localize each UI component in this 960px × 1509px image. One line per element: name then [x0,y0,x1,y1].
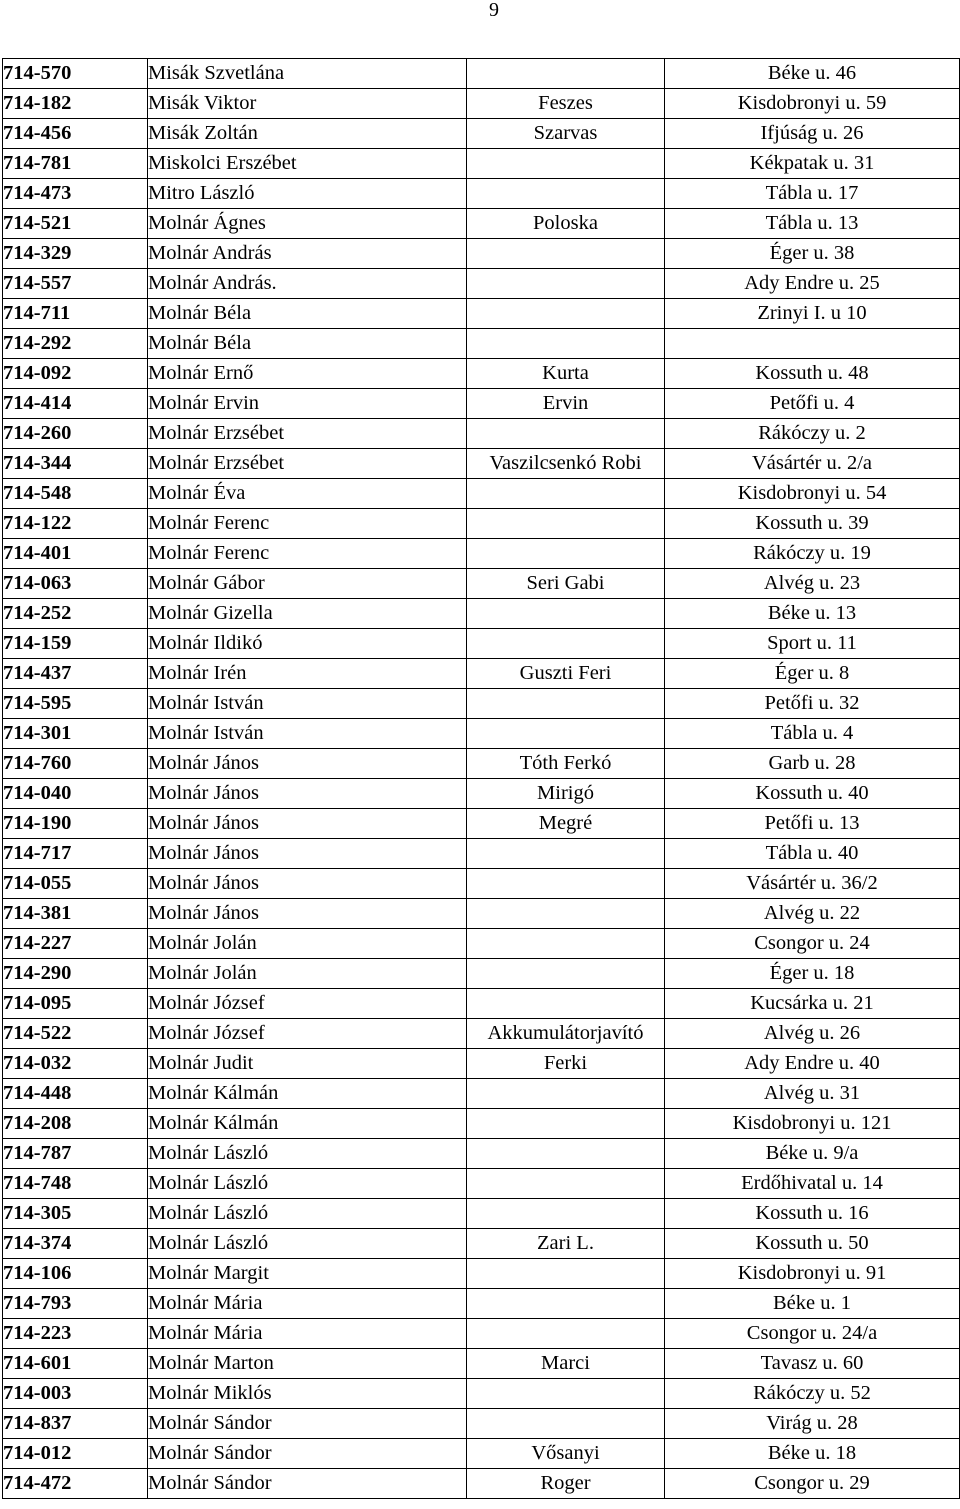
table-row [3,119,960,149]
address: Béke u. 18 [665,1439,960,1469]
address: Kisdobronyi u. 54 [665,479,960,509]
address: Éger u. 38 [665,239,960,269]
subscriber-name: Molnár Béla [148,329,467,359]
phone-number: 714-208 [3,1109,148,1139]
phone-number: 714-473 [3,179,148,209]
nickname [467,839,665,869]
nickname [467,539,665,569]
address: Kucsárka u. 21 [665,989,960,1019]
phone-number: 714-252 [3,599,148,629]
address: Vásártér u. 36/2 [665,869,960,899]
subscriber-name: Molnár Kálmán [148,1109,467,1139]
nickname [467,929,665,959]
address: Zrinyi I. u 10 [665,299,960,329]
nickname: Ervin [467,389,665,419]
nickname [467,1139,665,1169]
table-row [3,1139,960,1169]
phone-number: 714-781 [3,149,148,179]
table-row [3,1079,960,1109]
subscriber-name: Molnár Erzsébet [148,449,467,479]
address: Kisdobronyi u. 91 [665,1259,960,1289]
subscriber-name: Molnár Irén [148,659,467,689]
phone-number: 714-227 [3,929,148,959]
table-row [3,1199,960,1229]
table-row [3,569,960,599]
table-row [3,1109,960,1139]
address: Kossuth u. 48 [665,359,960,389]
nickname: Tóth Ferkó [467,749,665,779]
address: Kisdobronyi u. 121 [665,1109,960,1139]
nickname [467,1289,665,1319]
phone-number: 714-182 [3,89,148,119]
address: Vásártér u. 2/a [665,449,960,479]
nickname [467,269,665,299]
address: Béke u. 9/a [665,1139,960,1169]
subscriber-name: Molnár József [148,989,467,1019]
address: Erdőhivatal u. 14 [665,1169,960,1199]
subscriber-name: Molnár Miklós [148,1379,467,1409]
address: Kékpatak u. 31 [665,149,960,179]
phone-number: 714-290 [3,959,148,989]
subscriber-name: Molnár László [148,1229,467,1259]
nickname: Zari L. [467,1229,665,1259]
address: Rákóczy u. 2 [665,419,960,449]
nickname [467,419,665,449]
table-row [3,1469,960,1499]
address: Tábla u. 13 [665,209,960,239]
phone-number: 714-437 [3,659,148,689]
subscriber-name: Molnár János [148,869,467,899]
nickname [467,1319,665,1349]
address: Tavasz u. 60 [665,1349,960,1379]
nickname [467,1199,665,1229]
page-number: 9 [489,0,499,21]
nickname [467,479,665,509]
table-row [3,1439,960,1469]
subscriber-name: Molnár Kálmán [148,1079,467,1109]
phone-number: 714-748 [3,1169,148,1199]
address: Rákóczy u. 52 [665,1379,960,1409]
subscriber-name: Molnár Ervin [148,389,467,419]
subscriber-name: Molnár Ferenc [148,539,467,569]
address: Tábla u. 40 [665,839,960,869]
address: Kisdobronyi u. 59 [665,89,960,119]
phone-number: 714-012 [3,1439,148,1469]
subscriber-name: Molnár Jolán [148,959,467,989]
subscriber-name: Miskolci Erszébet [148,149,467,179]
table-row [3,929,960,959]
table-row [3,1259,960,1289]
directory-body [3,59,960,1499]
address: Kossuth u. 16 [665,1199,960,1229]
phone-number: 714-448 [3,1079,148,1109]
address: Ady Endre u. 25 [665,269,960,299]
phone-number: 714-456 [3,119,148,149]
subscriber-name: Molnár Béla [148,299,467,329]
table-row [3,959,960,989]
nickname: Guszti Feri [467,659,665,689]
phone-number: 714-374 [3,1229,148,1259]
phone-number: 714-190 [3,809,148,839]
nickname: Akkumulátorjavító [467,1019,665,1049]
nickname [467,959,665,989]
subscriber-name: Molnár Judit [148,1049,467,1079]
phone-number: 714-837 [3,1409,148,1439]
subscriber-name: Molnár János [148,749,467,779]
nickname [467,329,665,359]
phone-number: 714-003 [3,1379,148,1409]
subscriber-name: Molnár András. [148,269,467,299]
table-row [3,689,960,719]
table-row [3,1289,960,1319]
table-row [3,1349,960,1379]
address: Alvég u. 23 [665,569,960,599]
subscriber-name: Molnár László [148,1139,467,1169]
nickname [467,1379,665,1409]
phone-number: 714-301 [3,719,148,749]
phone-number: 714-787 [3,1139,148,1169]
subscriber-name: Molnár István [148,689,467,719]
table-row [3,719,960,749]
table-row [3,779,960,809]
phone-number: 714-122 [3,509,148,539]
address: Béke u. 46 [665,59,960,89]
address: Kossuth u. 40 [665,779,960,809]
table-row [3,269,960,299]
table-row [3,209,960,239]
subscriber-name: Molnár László [148,1199,467,1229]
address: Garb u. 28 [665,749,960,779]
phone-number: 714-063 [3,569,148,599]
phone-number: 714-570 [3,59,148,89]
nickname [467,509,665,539]
subscriber-name: Molnár Gábor [148,569,467,599]
table-row [3,749,960,779]
table-row [3,1409,960,1439]
table-row [3,299,960,329]
phone-number: 714-040 [3,779,148,809]
table-row [3,239,960,269]
table-row [3,1049,960,1079]
table-row [3,809,960,839]
subscriber-name: Molnár János [148,899,467,929]
phone-number: 714-711 [3,299,148,329]
nickname [467,149,665,179]
table-row [3,629,960,659]
phone-number: 714-106 [3,1259,148,1289]
phone-number: 714-414 [3,389,148,419]
phone-number: 714-292 [3,329,148,359]
table-row [3,659,960,689]
nickname: Kurta [467,359,665,389]
subscriber-name: Molnár Erzsébet [148,419,467,449]
nickname [467,59,665,89]
phone-number: 714-557 [3,269,148,299]
address: Kossuth u. 39 [665,509,960,539]
subscriber-name: Molnár József [148,1019,467,1049]
subscriber-name: Molnár Ernő [148,359,467,389]
nickname [467,239,665,269]
address: Petőfi u. 13 [665,809,960,839]
phone-number: 714-223 [3,1319,148,1349]
table-row [3,899,960,929]
nickname [467,1259,665,1289]
phone-number: 714-032 [3,1049,148,1079]
address: Sport u. 11 [665,629,960,659]
subscriber-name: Molnár Éva [148,479,467,509]
nickname: Feszes [467,89,665,119]
subscriber-name: Molnár János [148,809,467,839]
table-row [3,149,960,179]
nickname [467,989,665,1019]
table-row [3,989,960,1019]
address: Csongor u. 24/a [665,1319,960,1349]
address: Petőfi u. 4 [665,389,960,419]
nickname: Seri Gabi [467,569,665,599]
phone-number: 714-305 [3,1199,148,1229]
nickname: Mirigó [467,779,665,809]
address [665,329,960,359]
phone-number: 714-401 [3,539,148,569]
address: Virág u. 28 [665,1409,960,1439]
nickname: Vaszilcsenkó Robi [467,449,665,479]
subscriber-name: Molnár Ágnes [148,209,467,239]
address: Béke u. 13 [665,599,960,629]
table-row [3,389,960,419]
subscriber-name: Misák Zoltán [148,119,467,149]
address: Tábla u. 17 [665,179,960,209]
subscriber-name: Molnár Ferenc [148,509,467,539]
nickname [467,599,665,629]
address: Csongor u. 29 [665,1469,960,1499]
subscriber-name: Mitro László [148,179,467,209]
address: Ifjúság u. 26 [665,119,960,149]
nickname [467,689,665,719]
subscriber-name: Molnár Sándor [148,1409,467,1439]
table-row [3,1169,960,1199]
subscriber-name: Molnár Margit [148,1259,467,1289]
phone-number: 714-095 [3,989,148,1019]
address: Alvég u. 22 [665,899,960,929]
nickname: Ferki [467,1049,665,1079]
table-row [3,479,960,509]
subscriber-name: Molnár Marton [148,1349,467,1379]
subscriber-name: Molnár János [148,779,467,809]
phone-number: 714-521 [3,209,148,239]
address: Béke u. 1 [665,1289,960,1319]
nickname [467,869,665,899]
nickname: Roger [467,1469,665,1499]
phone-number: 714-092 [3,359,148,389]
table-row [3,539,960,569]
phone-number: 714-601 [3,1349,148,1379]
nickname: Szarvas [467,119,665,149]
subscriber-name: Molnár Sándor [148,1469,467,1499]
phone-number: 714-548 [3,479,148,509]
phone-number: 714-595 [3,689,148,719]
nickname [467,899,665,929]
subscriber-name: Molnár László [148,1169,467,1199]
subscriber-name: Molnár István [148,719,467,749]
address: Kossuth u. 50 [665,1229,960,1259]
phone-number: 714-055 [3,869,148,899]
nickname [467,1409,665,1439]
address: Csongor u. 24 [665,929,960,959]
nickname [467,1079,665,1109]
table-row [3,839,960,869]
nickname: Marci [467,1349,665,1379]
subscriber-name: Molnár Gizella [148,599,467,629]
address: Éger u. 18 [665,959,960,989]
address: Alvég u. 26 [665,1019,960,1049]
phone-number: 714-760 [3,749,148,779]
phone-number: 714-717 [3,839,148,869]
phone-number: 714-381 [3,899,148,929]
subscriber-name: Misák Szvetlána [148,59,467,89]
subscriber-name: Molnár Mária [148,1289,467,1319]
phone-number: 714-472 [3,1469,148,1499]
phone-number: 714-793 [3,1289,148,1319]
table-row [3,599,960,629]
subscriber-name: Molnár János [148,839,467,869]
address: Petőfi u. 32 [665,689,960,719]
nickname [467,179,665,209]
address: Tábla u. 4 [665,719,960,749]
nickname [467,1109,665,1139]
phone-number: 714-260 [3,419,148,449]
table-row [3,179,960,209]
phone-number: 714-329 [3,239,148,269]
phone-number: 714-344 [3,449,148,479]
table-row [3,89,960,119]
table-row [3,1379,960,1409]
nickname: Megré [467,809,665,839]
subscriber-name: Molnár András [148,239,467,269]
nickname [467,629,665,659]
address: Ady Endre u. 40 [665,1049,960,1079]
table-row [3,449,960,479]
phone-number: 714-522 [3,1019,148,1049]
table-row [3,329,960,359]
table-row [3,1019,960,1049]
nickname: Poloska [467,209,665,239]
table-row [3,1319,960,1349]
address: Éger u. 8 [665,659,960,689]
table-row [3,869,960,899]
subscriber-name: Molnár Jolán [148,929,467,959]
address: Rákóczy u. 19 [665,539,960,569]
phone-number: 714-159 [3,629,148,659]
phone-directory-table [2,58,960,1499]
table-row [3,59,960,89]
nickname [467,299,665,329]
table-row [3,1229,960,1259]
subscriber-name: Misák Viktor [148,89,467,119]
address: Alvég u. 31 [665,1079,960,1109]
nickname [467,719,665,749]
table-row [3,359,960,389]
subscriber-name: Molnár Mária [148,1319,467,1349]
table-row [3,419,960,449]
nickname: Vősanyi [467,1439,665,1469]
nickname [467,1169,665,1199]
subscriber-name: Molnár Sándor [148,1439,467,1469]
subscriber-name: Molnár Ildikó [148,629,467,659]
table-row [3,509,960,539]
